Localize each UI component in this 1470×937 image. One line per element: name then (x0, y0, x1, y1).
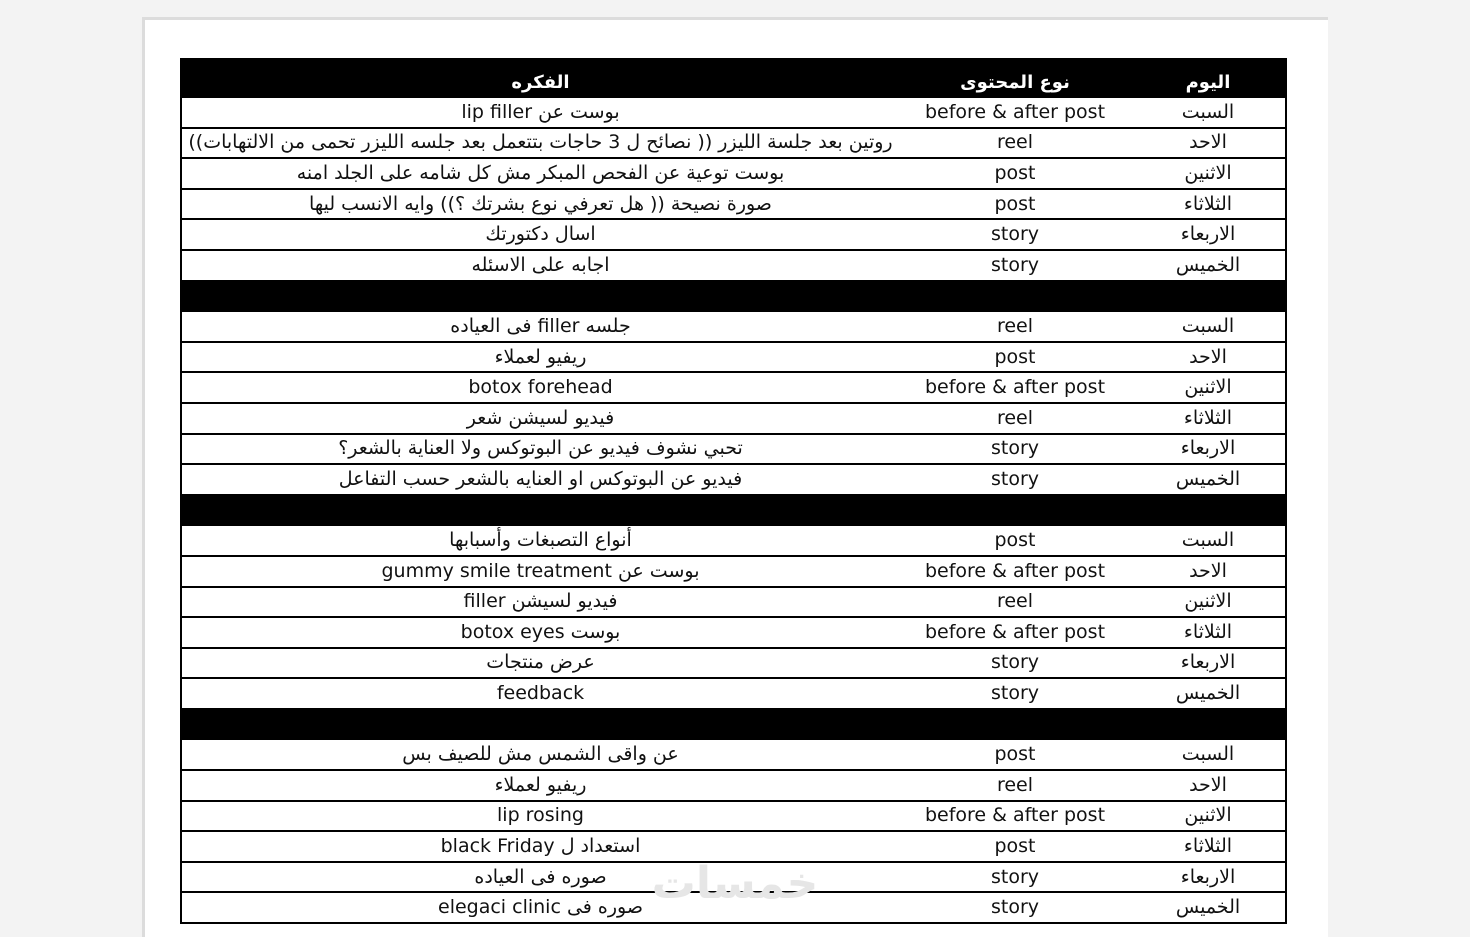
cell-day: الاربعاء (1131, 434, 1286, 465)
cell-content-type: post (899, 525, 1131, 556)
cell-day: الاحد (1131, 128, 1286, 159)
cell-content-type: story (899, 892, 1131, 923)
cell-content-type: reel (899, 770, 1131, 801)
header-day: اليوم (1131, 59, 1286, 97)
cell-content-type: reel (899, 587, 1131, 618)
cell-idea: عرض منتجات (181, 648, 899, 679)
cell-content-type: post (899, 189, 1131, 220)
cell-day: الثلاثاء (1131, 403, 1286, 434)
cell-idea: ريفيو لعملاء (181, 770, 899, 801)
cell-content-type: story (899, 250, 1131, 281)
cell-idea: جلسه filler فى العياده (181, 311, 899, 342)
table-row (181, 158, 1286, 189)
cell-idea: ريفيو لعملاء (181, 342, 899, 373)
cell-idea: صوره فى العياده (181, 862, 899, 893)
table-row (181, 434, 1286, 465)
cell-idea: فيديو عن البوتوكس او العنايه بالشعر حسب التفاعل (181, 464, 899, 495)
table-row (181, 525, 1286, 556)
cell-content-type: story (899, 678, 1131, 709)
cell-day: السبت (1131, 739, 1286, 770)
week-separator-row (181, 709, 1286, 740)
cell-day: الاثنين (1131, 587, 1286, 618)
cell-day: الخميس (1131, 678, 1286, 709)
cell-idea: استعداد ل black Friday (181, 831, 899, 862)
cell-content-type: reel (899, 403, 1131, 434)
table-row (181, 342, 1286, 373)
cell-idea: فيديو لسيشن filler (181, 587, 899, 618)
week-separator (181, 495, 1286, 526)
table-row (181, 128, 1286, 159)
table-row (181, 770, 1286, 801)
week-separator (181, 281, 1286, 312)
cell-content-type: post (899, 342, 1131, 373)
cell-content-type: story (899, 862, 1131, 893)
cell-idea: botox forehead (181, 372, 899, 403)
week-separator (181, 709, 1286, 740)
header-idea: الفكره (181, 59, 899, 97)
cell-content-type: story (899, 464, 1131, 495)
cell-day: الاربعاء (1131, 862, 1286, 893)
table-row (181, 739, 1286, 770)
cell-idea: أنواع التصبغات وأسبابها (181, 525, 899, 556)
week-separator-row (181, 495, 1286, 526)
cell-day: الخميس (1131, 250, 1286, 281)
cell-content-type: reel (899, 128, 1131, 159)
cell-content-type: story (899, 648, 1131, 679)
table-row (181, 617, 1286, 648)
cell-content-type: before & after post (899, 556, 1131, 587)
cell-content-type: before & after post (899, 801, 1131, 832)
cell-idea: بوست botox eyes (181, 617, 899, 648)
cell-content-type: before & after post (899, 372, 1131, 403)
table-row (181, 801, 1286, 832)
cell-day: الثلاثاء (1131, 189, 1286, 220)
cell-idea: feedback (181, 678, 899, 709)
table-body (181, 97, 1286, 923)
cell-content-type: post (899, 158, 1131, 189)
cell-idea: بوست عن lip filler (181, 97, 899, 128)
cell-idea: اجابه على الاسئله (181, 250, 899, 281)
cell-day: الخميس (1131, 892, 1286, 923)
table-row (181, 97, 1286, 128)
table-row (181, 556, 1286, 587)
table-row (181, 648, 1286, 679)
cell-idea: صوره فى elegaci clinic (181, 892, 899, 923)
cell-idea: بوست عن gummy smile treatment (181, 556, 899, 587)
table-row (181, 219, 1286, 250)
table-row (181, 678, 1286, 709)
cell-content-type: post (899, 739, 1131, 770)
cell-content-type: story (899, 219, 1131, 250)
cell-content-type: before & after post (899, 97, 1131, 128)
cell-day: السبت (1131, 311, 1286, 342)
cell-idea: فيديو لسيشن شعر (181, 403, 899, 434)
watermark-logo: خمسات (651, 858, 819, 909)
cell-day: الاثنين (1131, 372, 1286, 403)
cell-day: الاثنين (1131, 158, 1286, 189)
cell-day: الاحد (1131, 770, 1286, 801)
cell-day: السبت (1131, 97, 1286, 128)
cell-idea: عن واقى الشمس مش للصيف بس (181, 739, 899, 770)
table-row (181, 189, 1286, 220)
table-row (181, 464, 1286, 495)
cell-day: السبت (1131, 525, 1286, 556)
content-plan-table (180, 58, 1287, 924)
week-separator-row (181, 281, 1286, 312)
cell-day: الاحد (1131, 556, 1286, 587)
table-row (181, 372, 1286, 403)
cell-content-type: post (899, 831, 1131, 862)
cell-idea: صورة نصيحة (( هل تعرفي نوع بشرتك ؟)) وايه الانسب ليها (181, 189, 899, 220)
cell-idea: اسال دكتورتك (181, 219, 899, 250)
cell-idea: روتين بعد جلسة الليزر (( نصائح ل 3 حاجات بتتعمل بعد جلسه الليزر تحمى من الالتهابات)) (181, 128, 899, 159)
cell-day: الاحد (1131, 342, 1286, 373)
header-content-type: نوع المحتوى (899, 59, 1131, 97)
cell-content-type: story (899, 434, 1131, 465)
table-row (181, 403, 1286, 434)
cell-day: الاثنين (1131, 801, 1286, 832)
cell-content-type: reel (899, 311, 1131, 342)
table-header-row (181, 59, 1286, 97)
table-row (181, 311, 1286, 342)
cell-day: الخميس (1131, 464, 1286, 495)
cell-content-type: before & after post (899, 617, 1131, 648)
cell-day: الثلاثاء (1131, 831, 1286, 862)
cell-day: الاربعاء (1131, 648, 1286, 679)
cell-day: الثلاثاء (1131, 617, 1286, 648)
cell-idea: بوست توعية عن الفحص المبكر مش كل شامه على الجلد امنه (181, 158, 899, 189)
cell-idea: lip rosing (181, 801, 899, 832)
cell-day: الاربعاء (1131, 219, 1286, 250)
cell-idea: تحبي نشوف فيديو عن البوتوكس ولا العناية بالشعر؟ (181, 434, 899, 465)
table-row (181, 250, 1286, 281)
table-row (181, 587, 1286, 618)
